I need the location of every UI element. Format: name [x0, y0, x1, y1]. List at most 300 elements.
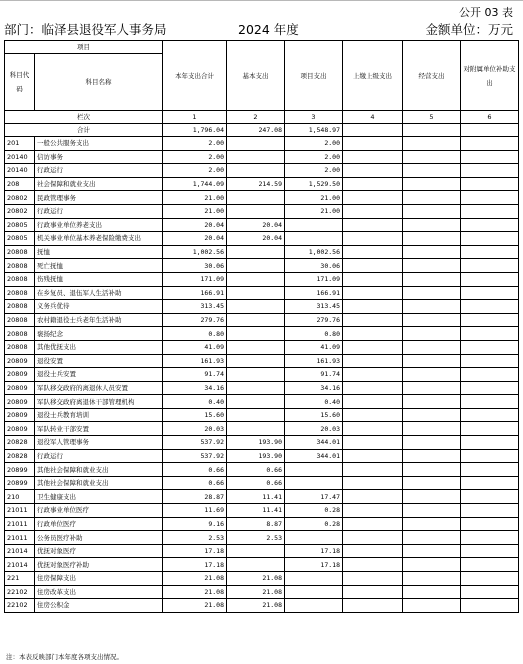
cell-name: 农村籍退役士兵老年生活补助	[35, 313, 163, 327]
cell-code: 201	[5, 137, 35, 151]
cell-code: 208	[5, 177, 35, 191]
cell-upper	[343, 368, 403, 382]
cell-basic	[227, 286, 285, 300]
cell-name: 一般公共服务支出	[35, 137, 163, 151]
cell-project: 17.18	[285, 558, 343, 572]
cell-name: 优抚对象医疗	[35, 544, 163, 558]
total-operating	[403, 124, 461, 137]
cell-subsidiary	[461, 558, 519, 572]
cell-upper	[343, 449, 403, 463]
cell-upper	[343, 354, 403, 368]
cell-subsidiary	[461, 191, 519, 205]
total-total: 1,796.04	[163, 124, 227, 137]
cell-operating	[403, 218, 461, 232]
header-upper: 上缴上级支出	[343, 41, 403, 111]
cell-project: 34.16	[285, 381, 343, 395]
cell-subsidiary	[461, 449, 519, 463]
cell-project: 21.00	[285, 204, 343, 218]
cell-subsidiary	[461, 150, 519, 164]
cell-upper	[343, 408, 403, 422]
cell-subsidiary	[461, 286, 519, 300]
table-row	[5, 232, 519, 246]
cell-subsidiary	[461, 422, 519, 436]
cell-name: 行政单位医疗	[35, 517, 163, 531]
year-label: 2024 年度	[238, 22, 299, 37]
header-project: 项目支出	[285, 41, 343, 111]
cell-name: 退役士兵安置	[35, 368, 163, 382]
cell-subsidiary	[461, 218, 519, 232]
cell-total: 1,744.09	[163, 177, 227, 191]
cell-name: 抚恤	[35, 245, 163, 259]
cell-project: 2.00	[285, 137, 343, 151]
cell-basic: 0.66	[227, 463, 285, 477]
index-c1: 1	[163, 111, 227, 124]
cell-code: 21011	[5, 517, 35, 531]
cell-total: 11.69	[163, 504, 227, 518]
cell-operating	[403, 259, 461, 273]
cell-name: 死亡抚恤	[35, 259, 163, 273]
index-c2: 2	[227, 111, 285, 124]
table-row	[5, 381, 519, 395]
cell-subsidiary	[461, 572, 519, 586]
cell-name: 民政管理事务	[35, 191, 163, 205]
table-row	[5, 177, 519, 191]
cell-name: 公务员医疗补助	[35, 531, 163, 545]
cell-operating	[403, 191, 461, 205]
cell-code: 22102	[5, 585, 35, 599]
index-c6: 6	[461, 111, 519, 124]
cell-subsidiary	[461, 164, 519, 178]
cell-operating	[403, 232, 461, 246]
cell-operating	[403, 164, 461, 178]
cell-operating	[403, 245, 461, 259]
header-row-top	[5, 41, 519, 54]
cell-code: 20805	[5, 232, 35, 246]
cell-project: 171.09	[285, 272, 343, 286]
table-row	[5, 368, 519, 382]
cell-subsidiary	[461, 204, 519, 218]
cell-total: 2.53	[163, 531, 227, 545]
cell-basic: 11.41	[227, 490, 285, 504]
cell-upper	[343, 585, 403, 599]
cell-operating	[403, 585, 461, 599]
cell-project: 313.45	[285, 300, 343, 314]
index-c3: 3	[285, 111, 343, 124]
cell-code: 20809	[5, 368, 35, 382]
cell-upper	[343, 204, 403, 218]
cell-upper	[343, 476, 403, 490]
cell-total: 2.00	[163, 150, 227, 164]
cell-total: 20.04	[163, 232, 227, 246]
cell-upper	[343, 544, 403, 558]
cell-name: 军队转业干部安置	[35, 422, 163, 436]
cell-code: 20899	[5, 463, 35, 477]
cell-upper	[343, 218, 403, 232]
cell-project: 91.74	[285, 368, 343, 382]
cell-name: 褒扬纪念	[35, 327, 163, 341]
cell-project: 2.00	[285, 150, 343, 164]
cell-operating	[403, 436, 461, 450]
cell-code: 20808	[5, 259, 35, 273]
cell-name: 行政事业单位养老支出	[35, 218, 163, 232]
cell-operating	[403, 381, 461, 395]
cell-name: 信访事务	[35, 150, 163, 164]
cell-basic	[227, 544, 285, 558]
header-subsidiary: 对附属单位补助支出	[461, 41, 519, 111]
cell-basic	[227, 191, 285, 205]
cell-name: 住房改革支出	[35, 585, 163, 599]
cell-basic	[227, 313, 285, 327]
cell-total: 28.87	[163, 490, 227, 504]
cell-subsidiary	[461, 272, 519, 286]
cell-upper	[343, 531, 403, 545]
cell-total: 21.08	[163, 572, 227, 586]
table-number: 公开 03 表	[459, 6, 513, 19]
cell-subsidiary	[461, 544, 519, 558]
table-row	[5, 245, 519, 259]
cell-total: 21.08	[163, 585, 227, 599]
cell-upper	[343, 150, 403, 164]
table-row	[5, 585, 519, 599]
cell-basic: 193.90	[227, 436, 285, 450]
cell-total: 2.00	[163, 164, 227, 178]
cell-basic: 2.53	[227, 531, 285, 545]
table-row	[5, 272, 519, 286]
cell-basic	[227, 340, 285, 354]
cell-operating	[403, 544, 461, 558]
cell-subsidiary	[461, 517, 519, 531]
cell-name: 行政事业单位医疗	[35, 504, 163, 518]
cell-code: 20899	[5, 476, 35, 490]
cell-operating	[403, 408, 461, 422]
cell-code: 21014	[5, 558, 35, 572]
cell-subsidiary	[461, 463, 519, 477]
cell-operating	[403, 490, 461, 504]
cell-project: 41.09	[285, 340, 343, 354]
cell-name: 其他社会保障和就业支出	[35, 476, 163, 490]
table-row	[5, 531, 519, 545]
cell-operating	[403, 150, 461, 164]
cell-operating	[403, 517, 461, 531]
unit-label: 金额单位：万元	[425, 22, 513, 37]
cell-project: 279.76	[285, 313, 343, 327]
cell-upper	[343, 286, 403, 300]
cell-subsidiary	[461, 245, 519, 259]
table-row	[5, 259, 519, 273]
cell-basic	[227, 354, 285, 368]
cell-total: 2.00	[163, 137, 227, 151]
cell-upper	[343, 572, 403, 586]
header-code: 科目代码	[5, 54, 35, 111]
table-row	[5, 476, 519, 490]
cell-code: 20802	[5, 191, 35, 205]
cell-basic: 0.66	[227, 476, 285, 490]
cell-operating	[403, 449, 461, 463]
cell-upper	[343, 504, 403, 518]
header-basic: 基本支出	[227, 41, 285, 111]
cell-subsidiary	[461, 599, 519, 613]
cell-project: 20.03	[285, 422, 343, 436]
cell-total: 34.16	[163, 381, 227, 395]
cell-basic	[227, 395, 285, 409]
cell-total: 0.66	[163, 476, 227, 490]
cell-basic: 8.87	[227, 517, 285, 531]
cell-name: 行政运行	[35, 449, 163, 463]
cell-total: 21.08	[163, 599, 227, 613]
cell-code: 21014	[5, 544, 35, 558]
cell-total: 171.09	[163, 272, 227, 286]
cell-operating	[403, 340, 461, 354]
table-row	[5, 340, 519, 354]
total-basic: 247.08	[227, 124, 285, 137]
cell-subsidiary	[461, 395, 519, 409]
cell-subsidiary	[461, 436, 519, 450]
cell-basic	[227, 368, 285, 382]
cell-code: 20808	[5, 313, 35, 327]
cell-project	[285, 572, 343, 586]
cell-name: 退役安置	[35, 354, 163, 368]
cell-code: 20828	[5, 436, 35, 450]
department-label: 部门：临泽县退役军人事务局	[4, 22, 167, 37]
cell-project: 30.06	[285, 259, 343, 273]
table-row	[5, 286, 519, 300]
total-label: 合计	[5, 124, 163, 137]
cell-total: 537.92	[163, 436, 227, 450]
cell-upper	[343, 558, 403, 572]
cell-operating	[403, 572, 461, 586]
cell-operating	[403, 395, 461, 409]
cell-code: 20808	[5, 272, 35, 286]
table-row	[5, 164, 519, 178]
cell-operating	[403, 327, 461, 341]
cell-upper	[343, 259, 403, 273]
cell-code: 22102	[5, 599, 35, 613]
cell-project: 1,529.50	[285, 177, 343, 191]
cell-upper	[343, 232, 403, 246]
table-row	[5, 599, 519, 613]
index-c5: 5	[403, 111, 461, 124]
cell-subsidiary	[461, 354, 519, 368]
data-rows	[5, 137, 519, 613]
table-row	[5, 436, 519, 450]
table-row	[5, 408, 519, 422]
cell-operating	[403, 204, 461, 218]
cell-code: 20809	[5, 408, 35, 422]
cell-basic	[227, 381, 285, 395]
cell-upper	[343, 381, 403, 395]
table-row	[5, 490, 519, 504]
cell-project: 166.91	[285, 286, 343, 300]
cell-upper	[343, 436, 403, 450]
cell-basic	[227, 558, 285, 572]
cell-total: 20.03	[163, 422, 227, 436]
cell-upper	[343, 245, 403, 259]
cell-basic	[227, 259, 285, 273]
cell-code: 20802	[5, 204, 35, 218]
cell-total: 279.76	[163, 313, 227, 327]
cell-total: 17.18	[163, 558, 227, 572]
cell-project: 15.60	[285, 408, 343, 422]
cell-subsidiary	[461, 313, 519, 327]
table-row	[5, 449, 519, 463]
cell-name: 行政运行	[35, 204, 163, 218]
cell-project: 0.40	[285, 395, 343, 409]
cell-project: 161.93	[285, 354, 343, 368]
cell-name: 住房公积金	[35, 599, 163, 613]
cell-project: 0.80	[285, 327, 343, 341]
cell-operating	[403, 286, 461, 300]
cell-subsidiary	[461, 490, 519, 504]
cell-total: 30.06	[163, 259, 227, 273]
cell-total: 1,002.56	[163, 245, 227, 259]
table-row	[5, 395, 519, 409]
index-c4: 4	[343, 111, 403, 124]
expenditure-table	[4, 40, 519, 613]
cell-code: 20809	[5, 354, 35, 368]
cell-code: 21011	[5, 531, 35, 545]
header-name: 科目名称	[35, 54, 163, 111]
cell-code: 20828	[5, 449, 35, 463]
cell-operating	[403, 137, 461, 151]
cell-name: 军队移交政府离退休干部管理机构	[35, 395, 163, 409]
index-label: 栏次	[5, 111, 163, 124]
cell-operating	[403, 531, 461, 545]
cell-upper	[343, 463, 403, 477]
cell-basic: 11.41	[227, 504, 285, 518]
cell-name: 卫生健康支出	[35, 490, 163, 504]
cell-basic: 21.08	[227, 599, 285, 613]
total-project: 1,548.97	[285, 124, 343, 137]
cell-total: 161.93	[163, 354, 227, 368]
cell-basic	[227, 408, 285, 422]
cell-upper	[343, 340, 403, 354]
cell-upper	[343, 191, 403, 205]
cell-basic: 20.04	[227, 232, 285, 246]
cell-code: 20808	[5, 245, 35, 259]
cell-upper	[343, 327, 403, 341]
cell-subsidiary	[461, 585, 519, 599]
cell-code: 20809	[5, 381, 35, 395]
table-row	[5, 150, 519, 164]
cell-subsidiary	[461, 381, 519, 395]
cell-operating	[403, 476, 461, 490]
cell-project	[285, 599, 343, 613]
cell-operating	[403, 313, 461, 327]
cell-project	[285, 531, 343, 545]
cell-total: 15.60	[163, 408, 227, 422]
cell-upper	[343, 422, 403, 436]
table-row	[5, 504, 519, 518]
cell-basic: 21.08	[227, 572, 285, 586]
cell-upper	[343, 300, 403, 314]
cell-total: 0.40	[163, 395, 227, 409]
cell-total: 17.18	[163, 544, 227, 558]
cell-name: 社会保障和就业支出	[35, 177, 163, 191]
cell-basic	[227, 327, 285, 341]
cell-upper	[343, 164, 403, 178]
header-total: 本年支出合计	[163, 41, 227, 111]
cell-operating	[403, 368, 461, 382]
top-border-line	[0, 0, 523, 1]
cell-code: 221	[5, 572, 35, 586]
cell-basic	[227, 300, 285, 314]
cell-project: 2.00	[285, 164, 343, 178]
cell-subsidiary	[461, 531, 519, 545]
table-row	[5, 327, 519, 341]
cell-code: 20805	[5, 218, 35, 232]
cell-total: 91.74	[163, 368, 227, 382]
cell-subsidiary	[461, 340, 519, 354]
cell-name: 其他优抚支出	[35, 340, 163, 354]
cell-total: 313.45	[163, 300, 227, 314]
table-row	[5, 313, 519, 327]
cell-project: 344.01	[285, 436, 343, 450]
cell-project	[285, 476, 343, 490]
table-row	[5, 544, 519, 558]
cell-operating	[403, 422, 461, 436]
table-row	[5, 300, 519, 314]
table-row	[5, 422, 519, 436]
cell-operating	[403, 558, 461, 572]
cell-operating	[403, 599, 461, 613]
cell-upper	[343, 395, 403, 409]
cell-subsidiary	[461, 327, 519, 341]
cell-project: 17.47	[285, 490, 343, 504]
cell-basic	[227, 137, 285, 151]
cell-subsidiary	[461, 476, 519, 490]
cell-upper	[343, 313, 403, 327]
cell-code: 210	[5, 490, 35, 504]
cell-subsidiary	[461, 259, 519, 273]
cell-project: 0.28	[285, 504, 343, 518]
table-row	[5, 137, 519, 151]
cell-total: 41.09	[163, 340, 227, 354]
cell-operating	[403, 504, 461, 518]
cell-project: 0.28	[285, 517, 343, 531]
cell-total: 0.80	[163, 327, 227, 341]
cell-code: 20140	[5, 150, 35, 164]
cell-basic	[227, 150, 285, 164]
cell-name: 住房保障支出	[35, 572, 163, 586]
cell-upper	[343, 599, 403, 613]
cell-project: 21.00	[285, 191, 343, 205]
cell-total: 166.91	[163, 286, 227, 300]
cell-subsidiary	[461, 504, 519, 518]
cell-total: 9.16	[163, 517, 227, 531]
total-subsidiary	[461, 124, 519, 137]
cell-operating	[403, 354, 461, 368]
cell-basic	[227, 422, 285, 436]
cell-code: 20809	[5, 422, 35, 436]
total-row	[5, 124, 519, 137]
cell-name: 优抚对象医疗补助	[35, 558, 163, 572]
cell-name: 军队移交政府的离退休人员安置	[35, 381, 163, 395]
index-row	[5, 111, 519, 124]
cell-subsidiary	[461, 177, 519, 191]
cell-basic: 21.08	[227, 585, 285, 599]
cell-name: 机关事业单位基本养老保险缴费支出	[35, 232, 163, 246]
cell-code: 20808	[5, 286, 35, 300]
table-row	[5, 572, 519, 586]
cell-total: 21.00	[163, 191, 227, 205]
table-row	[5, 354, 519, 368]
cell-upper	[343, 177, 403, 191]
table-row	[5, 517, 519, 531]
table-row	[5, 204, 519, 218]
table-row	[5, 191, 519, 205]
cell-upper	[343, 272, 403, 286]
table-row	[5, 218, 519, 232]
